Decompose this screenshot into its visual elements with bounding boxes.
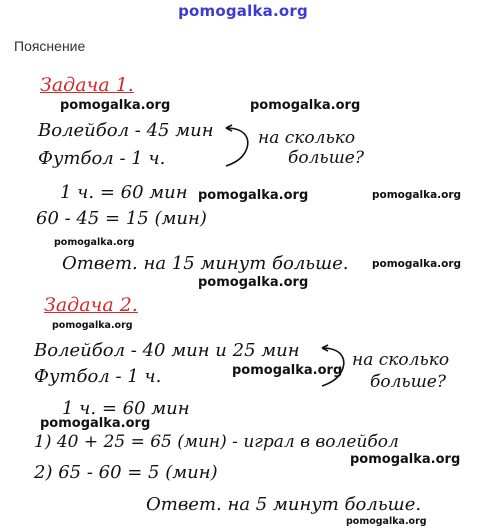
task1-question-line2: больше?	[288, 148, 364, 168]
task1-football-line: Футбол - 1 ч.	[38, 148, 166, 169]
task2-question-line1: на сколько	[352, 350, 450, 370]
watermark: pomogalka.org	[232, 363, 343, 378]
task2-step1: 1) 40 + 25 = 65 (мин) - играл в волейбол	[34, 432, 399, 452]
task2-conversion: 1 ч. = 60 мин	[62, 398, 190, 419]
task2-volleyball-line: Волейбол - 40 мин и 25 мин	[34, 340, 300, 361]
task2-answer: Ответ. на 5 минут больше.	[146, 494, 422, 515]
watermark: pomogalka.org	[60, 98, 171, 113]
watermark: pomogalka.org	[372, 189, 462, 201]
watermark: pomogalka.org	[198, 188, 309, 203]
task1-conversion: 1 ч. = 60 мин	[60, 182, 188, 203]
task1-calculation: 60 - 45 = 15 (мин)	[36, 208, 207, 229]
task2-football-line: Футбол - 1 ч.	[34, 366, 162, 387]
watermark: pomogalka.org	[52, 320, 133, 331]
task2-step2: 2) 65 - 60 = 5 (мин)	[34, 462, 218, 483]
section-label: Пояснение	[14, 38, 86, 54]
task1-answer: Ответ. на 15 минут больше.	[62, 253, 349, 274]
task1-question-line1: на сколько	[258, 128, 356, 148]
task2-question-line2: больше?	[370, 372, 446, 392]
task2-title: Задача 2.	[44, 294, 138, 316]
site-header[interactable]: pomogalka.org	[178, 2, 308, 20]
watermark: pomogalka.org	[350, 452, 461, 467]
watermark: pomogalka.org	[40, 416, 151, 431]
watermark: pomogalka.org	[54, 237, 135, 248]
task1-volleyball-line: Волейбол - 45 мин	[38, 120, 214, 141]
watermark: pomogalka.org	[346, 516, 427, 527]
watermark: pomogalka.org	[372, 258, 462, 270]
task1-title: Задача 1.	[40, 74, 134, 96]
watermark: pomogalka.org	[250, 98, 361, 113]
watermark: pomogalka.org	[198, 275, 309, 290]
comparison-brace-icon	[222, 124, 262, 172]
